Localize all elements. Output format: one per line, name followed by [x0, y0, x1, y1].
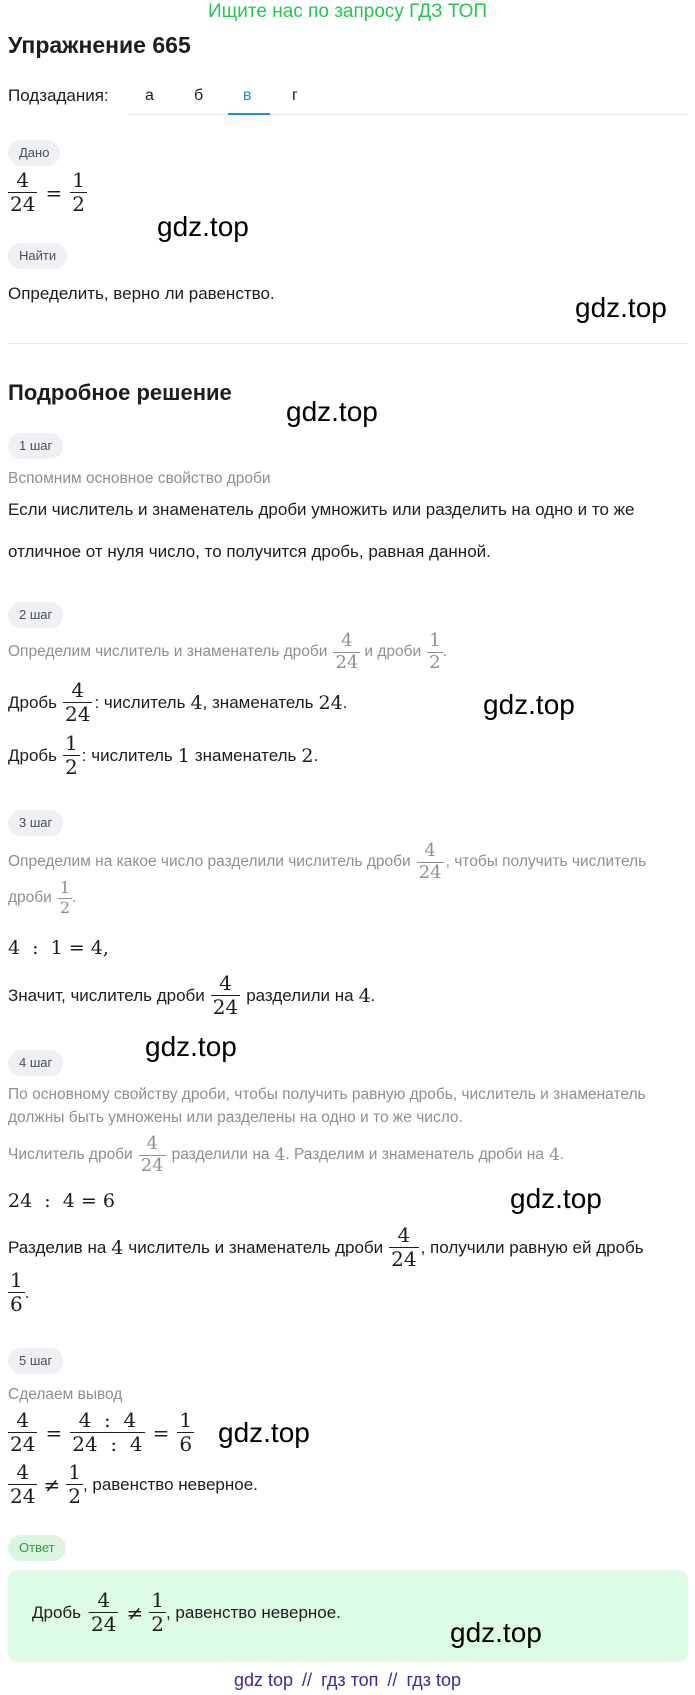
- fraction-4-24: $\frac{4}{24}$: [391, 1223, 417, 1271]
- fraction-4-24: $\frac{4}{24}$: [212, 971, 239, 1019]
- watermark: gdz.top: [157, 211, 249, 242]
- fraction-4-24: $\frac{4}{24}$: [91, 1588, 117, 1636]
- fraction-1-6: $\frac{1}{6}$: [179, 1408, 193, 1456]
- step1-text-line2: отличное от нуля число, то получится дробь, равная данной.: [8, 542, 491, 561]
- fraction-1-2: $\frac{1}{2}$: [68, 1460, 81, 1508]
- step3-hint-line1: Определим на какое число разделили числитель дроби $\frac{4}{24}$ , чтобы получить числитель: [8, 840, 647, 883]
- section-divider: [8, 343, 688, 344]
- given-equation: $\frac{4}{24}$ = $\frac{1}{2}$: [10, 168, 85, 216]
- fraction-4-24: $\frac{4}{24}$: [418, 840, 442, 883]
- fraction-divided: $\frac{4 : 4}{24 : 4}$: [72, 1408, 143, 1456]
- answer-text: Дробь $\frac{4}{24}$ ≠ $\frac{1}{2}$ , равенство неверное.: [32, 1588, 341, 1636]
- given-lhs-fraction: $\frac{4}{24}$: [10, 168, 36, 216]
- footer-link-gdz-top-mixed[interactable]: гдз top: [406, 1670, 461, 1690]
- fraction-1-2: $\frac{1}{2}$: [65, 731, 78, 779]
- page-title: Упражнение 665: [8, 32, 191, 58]
- fraction-1-2: $\frac{1}{2}$: [151, 1588, 164, 1636]
- active-tab-indicator: [228, 113, 270, 115]
- step4-hint-line1: По основному свойству дроби, чтобы получить равную дробь, числитель и знаменатель: [8, 1086, 646, 1103]
- given-rhs-fraction: $\frac{1}{2}$: [72, 168, 85, 216]
- promo-banner: Ищите нас по запросу ГДЗ ТОП: [207, 1, 488, 22]
- tab-a[interactable]: а: [145, 87, 154, 104]
- fraction-4-24: $\frac{4}{24}$: [10, 1408, 36, 1456]
- step5-conclusion: $\frac{4}{24}$ ≠ $\frac{1}{2}$ , равенство неверное.: [10, 1460, 258, 1508]
- step1-hint: Вспомним основное свойство дроби: [8, 470, 271, 487]
- tab-v[interactable]: в: [243, 87, 252, 104]
- step2-line2: Дробь $\frac{1}{2}$ : числитель 1 знаменатель 2 .: [8, 731, 319, 779]
- tabs-divider: [128, 114, 688, 115]
- step5-hint: Сделаем вывод: [8, 1386, 123, 1403]
- step2-hint: Определим числитель и знаменатель дроби $\frac{4}{24}$ и дроби $\frac{1}{2}$ .: [8, 630, 447, 673]
- tab-b[interactable]: б: [194, 87, 204, 104]
- step4-conclusion: Разделив на 4 числитель и знаменатель дроби $\frac{4}{24}$ , получили равную ей дробь: [8, 1223, 644, 1271]
- step2-badge: 2 шаг: [8, 602, 63, 628]
- watermark: gdz.top: [286, 396, 378, 427]
- watermark: gdz.top: [218, 1417, 310, 1448]
- fraction-4-24: $\frac{4}{24}$: [10, 1460, 36, 1508]
- step3-conclusion: Значит, числитель дроби $\frac{4}{24}$ разделили на 4 .: [8, 971, 376, 1019]
- step4-hint-line3: Числитель дроби $\frac{4}{24}$ разделили на 4 . Разделим и знаменатель дроби на 4 .: [8, 1133, 565, 1176]
- watermark: gdz.top: [510, 1183, 602, 1214]
- watermark: gdz.top: [145, 1031, 237, 1062]
- given-badge: Дано: [8, 140, 60, 166]
- fraction-1-2: $\frac{1}{2}$: [59, 878, 71, 917]
- step4-hint-line2: должны быть умножены или разделены на одно и то же число.: [8, 1109, 463, 1126]
- answer-badge: Ответ: [8, 1535, 66, 1561]
- step5-equation: $\frac{4}{24}$ = $\frac{4 : 4}{24 : 4}$ = $\frac{1}{6}$: [10, 1408, 193, 1456]
- fraction-4-24: $\frac{4}{24}$: [335, 630, 359, 673]
- step4-calculation: 24 : 4 = 6: [8, 1190, 115, 1212]
- fraction-1-2: $\frac{1}{2}$: [429, 630, 441, 673]
- watermark: gdz.top: [450, 1617, 542, 1648]
- footer-links: gdz top // гдз топ // гдз top: [233, 1670, 461, 1690]
- subtasks-label: Подзадания:: [8, 86, 109, 105]
- step2-line1: Дробь $\frac{4}{24}$ : числитель 4 , знаменатель 24 .: [8, 678, 348, 726]
- step4-result: $\frac{1}{6}$ .: [10, 1268, 30, 1316]
- step1-badge: 1 шаг: [8, 433, 63, 459]
- step3-hint-line2: дроби $\frac{1}{2}$ .: [8, 878, 77, 917]
- fraction-4-24: $\frac{4}{24}$: [140, 1133, 164, 1176]
- step3-calculation: 4 : 1 = 4,: [8, 937, 109, 959]
- fraction-1-6: $\frac{1}{6}$: [10, 1268, 23, 1316]
- fraction-4-24: $\frac{4}{24}$: [65, 678, 91, 726]
- tab-g[interactable]: г: [292, 87, 298, 104]
- find-text: Определить, верно ли равенство.: [8, 284, 275, 303]
- step4-badge: 4 шаг: [8, 1050, 63, 1076]
- footer-link-gdz-top-ru[interactable]: гдз топ: [321, 1670, 379, 1690]
- step1-text-line1: Если числитель и знаменатель дроби умножить или разделить на одно и то же: [8, 500, 635, 519]
- step3-badge: 3 шаг: [8, 810, 63, 836]
- footer-link-gdz-top[interactable]: gdz top: [233, 1670, 294, 1690]
- solution-title: Подробное решение: [8, 380, 232, 405]
- step5-badge: 5 шаг: [8, 1348, 63, 1374]
- watermark: gdz.top: [575, 292, 667, 323]
- watermark: gdz.top: [483, 689, 575, 720]
- find-badge: Найти: [8, 243, 67, 269]
